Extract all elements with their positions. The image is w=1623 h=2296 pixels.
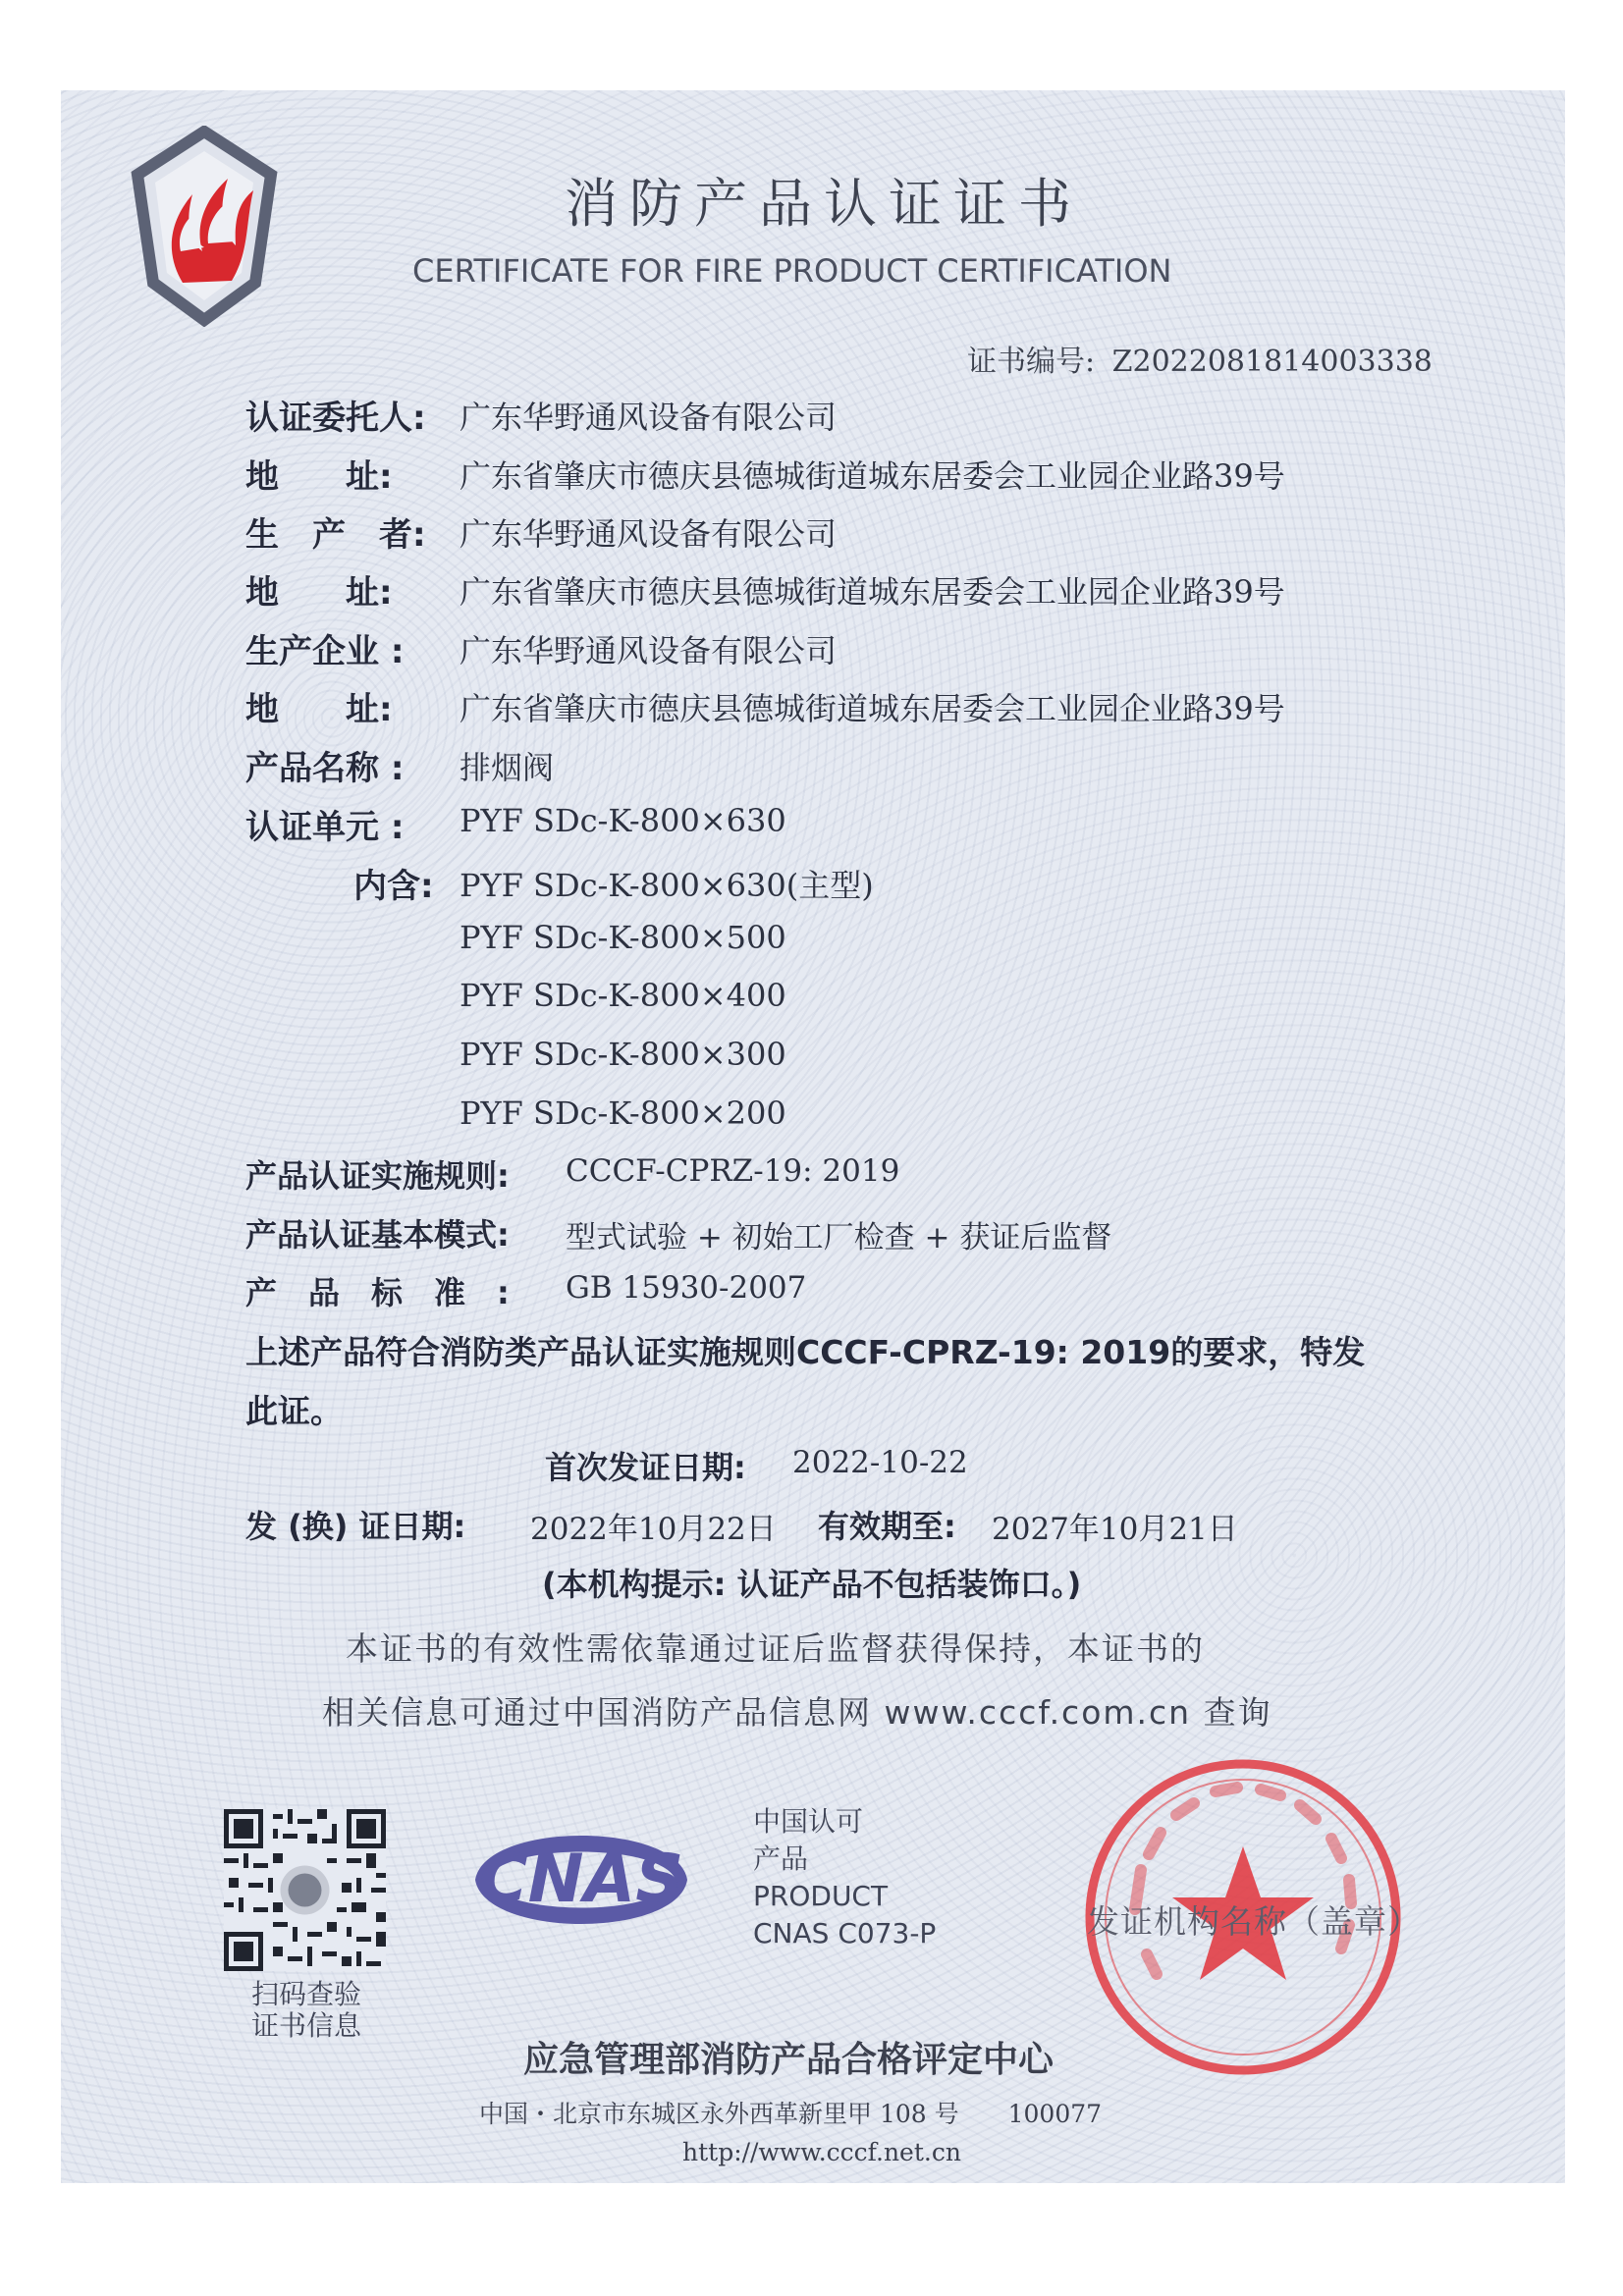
cert-unit-label: 认证单元 : (245, 808, 405, 847)
mode-value: 型式试验 + 初始工厂检查 + 获证后监督 (566, 1220, 1112, 1255)
certificate-number-label: 证书编号: (967, 345, 1096, 379)
issuer-website-link[interactable]: http://www.cccf.net.cn (682, 2138, 961, 2166)
factory-address-label: 地 址: (245, 690, 393, 729)
title-english: CERTIFICATE FOR FIRE PRODUCT CERTIFICATION (412, 252, 1172, 290)
certificate-number (967, 337, 1433, 380)
validity-notice-line2: 相关信息可通过中国消防产品信息网 www.cccf.com.cn 查询 (322, 1693, 1272, 1732)
cnas-line: CNAS C073-P (753, 1917, 937, 1949)
valid-until-value: 2027年10月21日 (992, 1512, 1238, 1547)
qr-caption (247, 1979, 365, 2042)
first-issue-value: 2022-10-22 (792, 1445, 968, 1480)
conformity-statement-line1: 上述产品符合消防类产品认证实施规则CCCF-CPRZ-19: 2019的要求，特发 (245, 1333, 1366, 1371)
product-name-value: 排烟阀 (460, 749, 555, 786)
fire-emblem-logo (126, 126, 283, 327)
rule-value: CCCF-CPRZ-19: 2019 (566, 1153, 900, 1189)
qr-caption-line2: 证书信息 (250, 2009, 361, 2042)
cnas-logo (458, 1797, 705, 1962)
issue-date-label: 发 (换) 证日期: (245, 1508, 466, 1545)
factory-value: 广东华野通风设备有限公司 (460, 632, 838, 669)
issuer-address: 中国・北京市东城区永外西革新里甲 108 号 100077 (479, 2100, 1103, 2128)
producer-value: 广东华野通风设备有限公司 (460, 515, 838, 553)
agency-note: (本机构提示: 认证产品不包括装饰口。) (542, 1566, 1082, 1603)
model-item: PYF SDc-K-800×200 (460, 1095, 786, 1132)
producer-address-label: 地 址: (245, 573, 393, 613)
cert-unit-value: PYF SDc-K-800×630 (460, 802, 786, 839)
validity-notice-line1: 本证书的有效性需依靠通过证后监督获得保持，本证书的 (346, 1629, 1205, 1668)
rule-label: 产品认证实施规则: (245, 1157, 510, 1195)
qr-caption-line1: 扫码查验 (250, 1978, 361, 2010)
client-label: 认证委托人: (245, 399, 426, 438)
factory-label: 生产企业 : (245, 632, 405, 671)
client-address-label: 地 址: (245, 457, 393, 497)
mode-label: 产品认证基本模式: (245, 1216, 510, 1254)
cnas-line: 中国认可 (753, 1805, 864, 1838)
model-item: PYF SDc-K-800×500 (460, 919, 786, 956)
producer-address-value: 广东省肇庆市德庆县德城街道城东居委会工业园企业路39号 (460, 573, 1285, 611)
producer-label: 生 产 者: (245, 515, 426, 555)
model-item: PYF SDc-K-800×630(主型) (460, 867, 874, 904)
contains-label: 内含: (353, 867, 434, 906)
issue-date-value: 2022年10月22日 (530, 1512, 777, 1547)
standard-label: 产 品 标 准 : (245, 1274, 510, 1311)
valid-until-label: 有效期至: (818, 1508, 956, 1545)
title-chinese: 消防产品认证证书 (565, 173, 1083, 235)
cnas-logo-text: CNAS (478, 1841, 684, 1918)
client-value: 广东华野通风设备有限公司 (460, 399, 838, 436)
cnas-line: 产品 (753, 1842, 809, 1875)
product-name-label: 产品名称 : (245, 749, 405, 788)
factory-address-value: 广东省肇庆市德庆县德城街道城东居委会工业园企业路39号 (460, 690, 1285, 727)
cnas-accreditation (753, 1803, 936, 1952)
issuing-authority-stamp-label: 发证机构名称（盖章） (1087, 1902, 1421, 1941)
standard-value: GB 15930-2007 (566, 1270, 807, 1306)
conformity-statement-line2: 此证。 (245, 1392, 343, 1430)
cnas-line: PRODUCT (753, 1880, 889, 1912)
model-item: PYF SDc-K-800×400 (460, 977, 786, 1014)
certificate-number-value: Z2022081814003338 (1111, 345, 1433, 379)
qr-code[interactable] (224, 1809, 386, 1971)
first-issue-label: 首次发证日期: (545, 1449, 746, 1486)
issuing-authority-name: 应急管理部消防产品合格评定中心 (523, 2039, 1055, 2080)
model-item: PYF SDc-K-800×300 (460, 1036, 786, 1073)
client-address-value: 广东省肇庆市德庆县德城街道城东居委会工业园企业路39号 (460, 457, 1285, 495)
